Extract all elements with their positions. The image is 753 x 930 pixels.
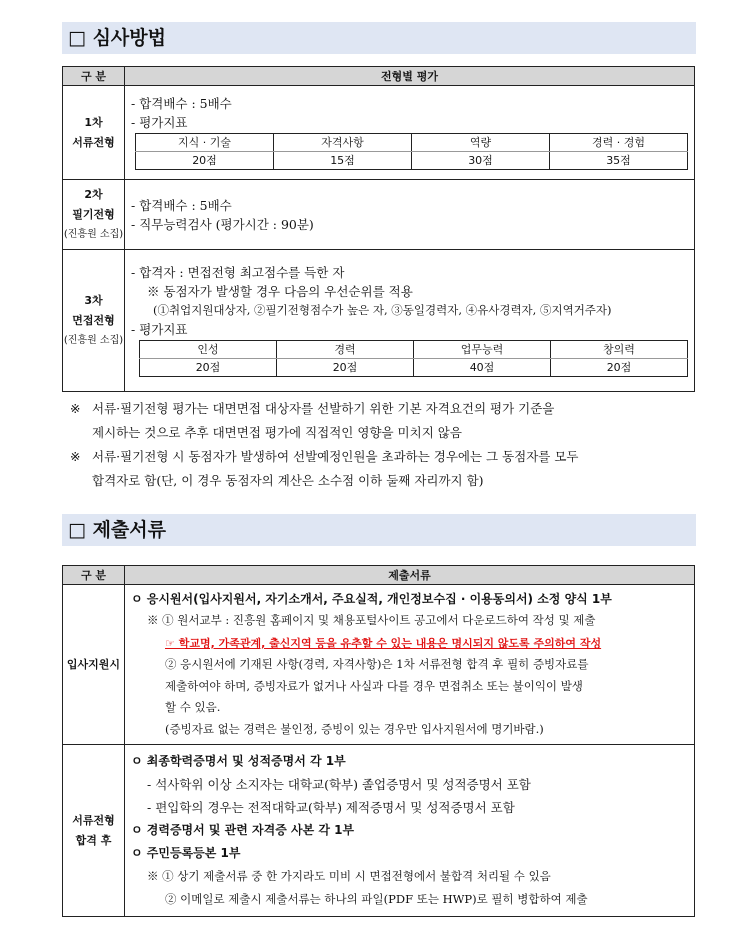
- stage1-row: [63, 86, 695, 180]
- stage1-content: [125, 86, 695, 180]
- stage2-content: [125, 180, 695, 250]
- doc-item-2: ㅇ 경력증명서 및 관련 자격증 사본 각 1부: [131, 823, 355, 837]
- stage2-sublabel: 필기전형: [72, 207, 115, 221]
- note-2-line-2: 합격자로 함(단, 이 경우 동점자의 계산은 소수점 이하 둘째 자리까지 함): [92, 473, 484, 488]
- note-1-line-1: 서류·필기전형 평가는 대면면접 대상자를 선발하기 위한 기본 자격요건의 평가 기준을: [92, 401, 555, 416]
- stage3-col-1: 인성: [140, 340, 277, 358]
- stage1-val-2: 15점: [274, 151, 412, 169]
- stage3-note-2: (①취업지원대상자, ②필기전형점수가 높은 자, ③동일경력자, ④유사경력자, ⑤지역거주자): [153, 302, 612, 317]
- stage1-score-table: [135, 133, 688, 170]
- stage3-col-3: 업무능력: [414, 340, 551, 358]
- stage2-row: [63, 180, 695, 250]
- doc-sub-1: - 석사학위 이상 소지자는 대학교(학부) 졸업증명서 및 성적증명서 포함: [147, 777, 531, 792]
- stage3-content: [125, 250, 695, 392]
- table-header-row: [63, 566, 695, 585]
- stage2-label-cell: [63, 180, 125, 250]
- note-2-line-1: 서류·필기전형 시 동점자가 발생하여 선발예정인원을 초과하는 경우에는 그 동점자를 모두: [92, 449, 579, 464]
- stage3-row: [63, 250, 695, 392]
- table-header-row: [63, 67, 695, 86]
- application-row: [63, 585, 695, 745]
- stage2-line-1: - 합격배수 : 5배수: [131, 197, 232, 213]
- stage3-val-1: 20점: [140, 358, 277, 376]
- note-item: [70, 445, 698, 493]
- note-item: [70, 397, 698, 445]
- stage3-score-table: [139, 340, 688, 377]
- stage3-line-1: - 합격자 : 면접전형 최고점수를 득한 자: [131, 264, 345, 280]
- application-note-3: (증빙자료 없는 경력은 불인정, 증빙이 있는 경우만 입사지원서에 명기바람.): [165, 721, 544, 736]
- stage2-label: 2차: [84, 187, 103, 201]
- doc-note-1: ※ ① 상기 제출서류 중 한 가지라도 미비 시 면접전형에서 불합격 처리될 수 있음: [147, 869, 551, 883]
- section-title-screening: □ 심사방법: [62, 22, 696, 54]
- application-note-2b: 제출하여야 하며, 증빙자료가 없거나 사실과 다를 경우 면접취소 또는 불이익이 발생: [165, 678, 583, 693]
- header-docs: 제출서류: [125, 566, 695, 585]
- stage1-line-1: - 합격배수 : 5배수: [131, 95, 232, 111]
- stage2-line-2: - 직무능력검사 (평가시간 : 90분): [131, 216, 314, 232]
- application-label-cell: [63, 585, 125, 745]
- application-note-1: ※ ① 원서교부 : 진흥원 홈페이지 및 채용포털사이트 공고에서 다운로드하여 작성 및 제출: [147, 613, 596, 628]
- application-label: 입사지원시: [66, 657, 121, 671]
- stage3-col-2: 경력: [277, 340, 414, 358]
- doc-note-2: ② 이메일로 제출시 제출서류는 하나의 파일(PDF 또는 HWP)로 필히 병합하여 제출: [165, 892, 588, 906]
- note-1-line-2: 제시하는 것으로 추후 대면면접 평가에 직접적인 영향을 미치지 않음: [92, 425, 462, 440]
- application-main: ㅇ 응시원서(입사지원서, 자기소개서, 주요실적, 개인정보수집 · 이용동의서) 소정 양식 1부: [131, 591, 612, 606]
- application-note-2a: ② 응시원서에 기재된 사항(경력, 자격사항)은 1차 서류전형 합격 후 필히 증빙자료를: [165, 657, 589, 672]
- stage3-val-3: 40점: [414, 358, 551, 376]
- stage1-val-3: 30점: [412, 151, 550, 169]
- doc-sub-2: - 편입학의 경우는 전적대학교(학부) 제적증명서 및 성적증명서 포함: [147, 800, 515, 815]
- stage1-col-4: 경력 · 경험: [550, 133, 688, 151]
- application-warning: ☞ 학교명, 가족관계, 출신지역 등을 유추할 수 있는 내용은 명시되지 않도록 주의하여 작성: [165, 636, 602, 650]
- stage3-sublabel: 면접전형: [72, 313, 115, 327]
- stage3-note-1: ※ 동점자가 발생할 경우 다음의 우선순위를 적용: [147, 283, 413, 299]
- post-screening-label-cell: [63, 745, 125, 917]
- post-screening-label-2: 합격 후: [75, 833, 112, 847]
- stage1-line-2: - 평가지표: [131, 114, 188, 130]
- stage1-col-2: 자격사항: [274, 133, 412, 151]
- section-title-documents: □ 제출서류: [62, 514, 696, 546]
- header-category: 구 분: [63, 67, 125, 86]
- note-mark: ※: [70, 449, 81, 464]
- application-content: [125, 585, 695, 745]
- stage1-label: 1차: [84, 115, 103, 129]
- post-screening-content: [125, 745, 695, 917]
- note-mark: ※: [70, 401, 81, 416]
- documents-table: [62, 565, 695, 917]
- stage1-sublabel: 서류전형: [72, 135, 115, 149]
- stage1-val-1: 20점: [136, 151, 274, 169]
- stage3-line-2: - 평가지표: [131, 321, 188, 337]
- header-eval: 전형별 평가: [125, 67, 695, 86]
- doc-item-3: ㅇ 주민등록등본 1부: [131, 846, 241, 860]
- stage3-val-2: 20점: [277, 358, 414, 376]
- stage3-label-cell: [63, 250, 125, 392]
- application-note-2c: 할 수 있음.: [165, 700, 221, 715]
- stage1-val-4: 35점: [550, 151, 688, 169]
- stage3-val-4: 20점: [551, 358, 688, 376]
- stage3-org: (진흥원 소집): [63, 334, 124, 346]
- doc-item-1: ㅇ 최종학력증명서 및 성적증명서 각 1부: [131, 754, 346, 768]
- post-screening-label-1: 서류전형: [72, 813, 115, 827]
- screening-table: [62, 66, 695, 392]
- header-category: 구 분: [63, 566, 125, 585]
- stage3-label: 3차: [84, 293, 103, 307]
- stage2-org: (진흥원 소집): [63, 228, 124, 240]
- screening-notes: [70, 397, 698, 493]
- stage3-col-4: 창의력: [551, 340, 688, 358]
- stage1-label-cell: [63, 86, 125, 180]
- stage1-col-3: 역량: [412, 133, 550, 151]
- post-screening-row: [63, 745, 695, 917]
- stage1-col-1: 지식 · 기술: [136, 133, 274, 151]
